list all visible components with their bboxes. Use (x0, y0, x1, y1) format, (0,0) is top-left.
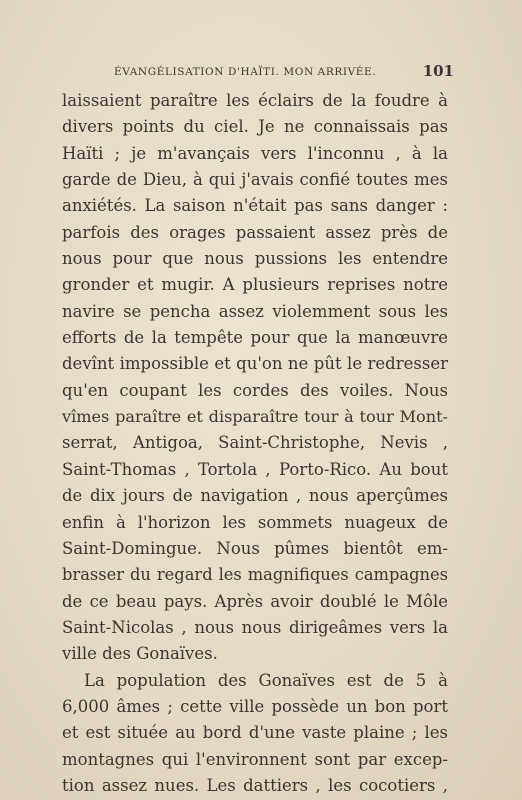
paragraph-2 (62, 668, 448, 800)
text-line: garde de Dieu, à qui j'avais confié toutes mes (62, 170, 448, 190)
text-line: de ce beau pays. Après avoir doublé le Môle (62, 591, 448, 611)
body-text (62, 88, 448, 799)
text-line: Saint-Domingue. Nous pûmes bientôt em- (62, 538, 448, 558)
text-line: La population des Gonaïves est de 5 à (84, 670, 448, 690)
page-number: 101 (422, 62, 454, 80)
text-line: serrat, Antigoa, Saint-Christophe, Nevis , (62, 433, 448, 453)
text-line: et est située au bord d'une vaste plaine ; les (62, 723, 448, 743)
text-line: vîmes paraître et disparaître tour à tour Mont- (62, 407, 448, 427)
running-title: ÉVANGÉLISATION D'HAÏTI. MON ARRIVÉE. (114, 66, 377, 78)
text-line: nous pour que nous pussions les entendre (62, 249, 448, 269)
text-line: divers points du ciel. Je ne connaissais pas (62, 117, 448, 137)
text-line: montagnes qui l'environnent sont par excep- (62, 749, 448, 769)
text-line: brasser du regard les magnifiques campagnes (62, 565, 448, 585)
text-line: ville des Gonaïves. (62, 644, 218, 664)
paragraph-1 (62, 88, 448, 668)
text-line: enfin à l'horizon les sommets nuageux de (62, 512, 448, 532)
page-header (62, 62, 454, 82)
text-line: Haïti ; je m'avançais vers l'inconnu , à la (62, 143, 448, 163)
text-line: gronder et mugir. A plusieurs reprises notre (62, 275, 448, 295)
text-line: parfois des orages passaient assez près de (62, 222, 448, 242)
text-line: anxiétés. La saison n'était pas sans danger : (62, 196, 448, 216)
text-line: 6,000 âmes ; cette ville possède un bon port (62, 696, 448, 716)
text-line: Saint-Thomas , Tortola , Porto-Rico. Au bout (62, 459, 448, 479)
text-line: de dix jours de navigation , nous aperçûmes (62, 486, 448, 506)
text-line: Saint-Nicolas , nous nous dirigeâmes vers la (62, 617, 448, 637)
text-line: qu'en coupant les cordes des voiles. Nous (62, 380, 448, 400)
text-line: navire se pencha assez violemment sous les (62, 301, 448, 321)
text-line: laissaient paraître les éclairs de la foudre à (62, 91, 448, 110)
text-line: tion assez nues. Les dattiers , les cocotiers , (62, 775, 448, 795)
text-line: efforts de la tempête pour que la manœuvre (62, 328, 448, 348)
text-line: devînt impossible et qu'on ne pût le redresser (62, 354, 448, 374)
